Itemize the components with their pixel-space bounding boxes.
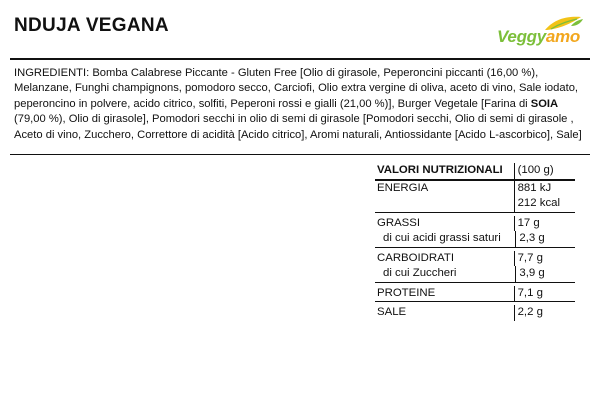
salt-value: 2,2 g (514, 305, 575, 321)
carbs-label: CARBOIDRATI (377, 251, 454, 264)
saturated-fat-label: di cui acidi grassi saturi (383, 232, 501, 244)
protein-label: PROTEINE (377, 286, 436, 299)
protein-row (375, 283, 575, 303)
protein-value: 7,1 g (514, 286, 575, 302)
ingredients-suffix: (79,00 %), Olio di girasole], Pomodori secchi in olio di semi di girasole [Pomodori secchi, Olio di semi di girasole , Aceto di vino, Zucchero, Correttore di acidità [Acido citrico], Aromi naturali, Antiossidante [Acido L-ascorbico], Sale] (14, 113, 582, 141)
fat-row (375, 213, 575, 232)
nutrition-header-row (375, 163, 575, 181)
logo-text-amo: amo (545, 27, 580, 46)
saturated-fat-value: 2,3 g (515, 231, 575, 247)
section-divider (10, 154, 590, 155)
nutrition-header-label: VALORI NUTRIZIONALI (377, 164, 503, 176)
veggyamo-logo (497, 14, 587, 50)
salt-row (375, 302, 575, 321)
sugars-value: 3,9 g (515, 266, 575, 282)
title-divider (10, 58, 590, 60)
nutrition-table (375, 163, 575, 321)
sugars-row (375, 266, 575, 283)
ingredients-prefix: INGREDIENTI: Bomba Calabrese Piccante - Gluten Free [Olio di girasole, Peperoncini piccanti (16,00 %), Melanzane, Funghi champignons, pomodoro secco, Carciofi, Olio extra vergine di oliva, aceto di vino, Sale iodato, peperoncino in polvere, acido citrico, solfiti, Peperoni rossi e gialli (21,00 %)], Burger Vegetale [Farina di (14, 67, 579, 110)
allergen-soia: SOIA (530, 97, 559, 110)
energy-row (375, 181, 575, 213)
energy-label: ENERGIA (377, 181, 429, 194)
fat-label: GRASSI (377, 216, 421, 229)
ingredients-text (14, 66, 590, 143)
sugars-label: di cui Zuccheri (383, 267, 457, 279)
energy-kj: 881 kJ (517, 181, 552, 194)
saturated-fat-row (375, 231, 575, 248)
product-title: NDUJA VEGANA (14, 15, 169, 36)
fat-value: 17 g (514, 216, 575, 232)
nutrition-header-unit: (100 g) (514, 163, 575, 179)
salt-label: SALE (377, 306, 407, 318)
carbs-row (375, 248, 575, 267)
carbs-value: 7,7 g (514, 251, 575, 267)
energy-kcal: 212 kcal (517, 197, 561, 209)
logo-text-veggy: Veggy (497, 27, 546, 46)
